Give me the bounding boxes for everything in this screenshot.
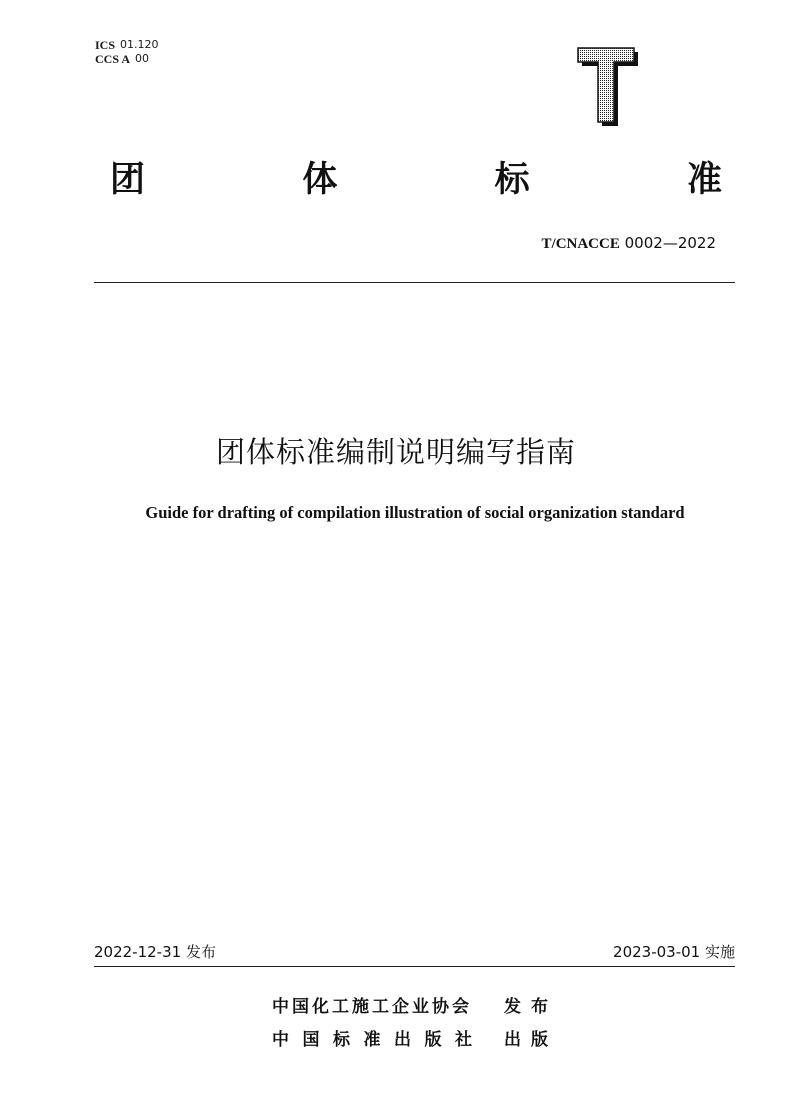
category-char: 体 <box>302 160 338 200</box>
ics-label: ICS <box>95 38 116 52</box>
standard-number-value: 0002—2022 <box>624 234 716 252</box>
document-title-en: Guide for drafting of compilation illustration of social organization standard <box>145 503 685 522</box>
bottom-divider <box>94 966 735 967</box>
t-letter-icon <box>576 46 638 126</box>
issue-date: 2022-12-31 发布 <box>94 943 216 961</box>
issuing-organization: 中国化工施工企业协会 <box>272 996 472 1017</box>
standard-type-logo <box>576 46 638 126</box>
publisher-block <box>272 990 558 1056</box>
standard-number-prefix: T/CNACCE <box>541 236 620 252</box>
publishing-action: 出版 <box>504 1029 558 1050</box>
publisher-line <box>272 990 558 1023</box>
ccs-value: 00 <box>135 52 150 65</box>
publishing-house: 中国标准出版社 <box>272 1029 486 1050</box>
document-title-zh: 团体标准编制说明编写指南 <box>215 435 576 469</box>
issuing-action: 发布 <box>504 996 558 1017</box>
category-char: 准 <box>686 160 722 200</box>
implementation-date: 2023-03-01 实施 <box>613 943 735 961</box>
classification-codes <box>95 38 159 66</box>
publisher-line <box>272 1023 558 1056</box>
ics-value: 01.120 <box>120 38 159 51</box>
document-category-heading <box>110 158 722 202</box>
standard-number <box>542 234 716 253</box>
ccs-label: CCS A <box>95 52 131 66</box>
category-char: 标 <box>494 160 530 200</box>
top-divider <box>94 282 735 283</box>
category-char: 团 <box>110 160 146 200</box>
